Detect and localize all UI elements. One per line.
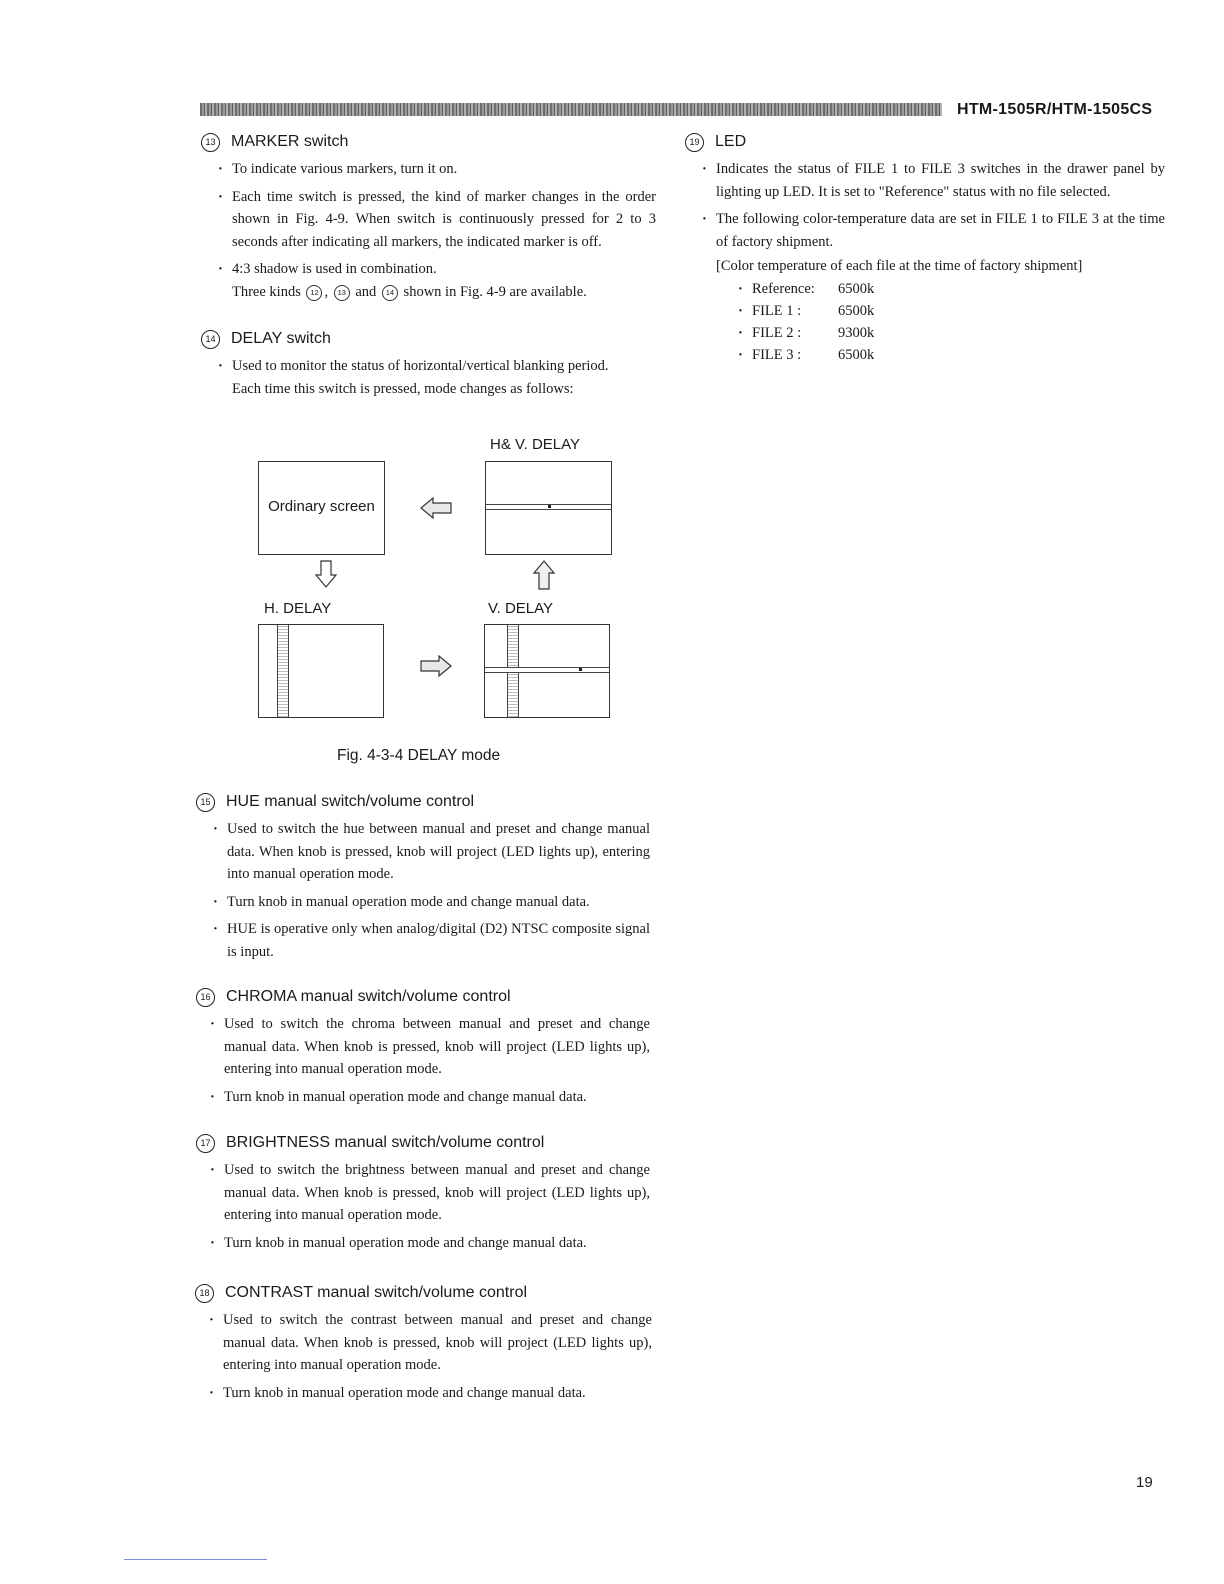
led-bullets [702, 158, 1165, 253]
delay-bullets [218, 355, 656, 400]
h-delay-box [258, 624, 384, 718]
file-name: FILE 2 : [752, 325, 802, 342]
section-delay [201, 330, 656, 405]
bottom-rule [124, 1559, 267, 1560]
hue-bullets [213, 818, 650, 963]
color-temperature-value: 9300k [838, 325, 875, 342]
color-temperature-value: 6500k [838, 280, 875, 297]
list-item-text: shown in Fig. 4-9 are available. [403, 283, 587, 300]
hv-delay-box [485, 461, 612, 555]
list-item: · 4:3 shadow is used in combination. Three kinds 12 , 13 and 14 shown in Fig. 4-9 are available. [218, 258, 656, 303]
v-delay-box [484, 624, 610, 718]
ref-number: 14 [382, 285, 398, 301]
ordinary-screen-box [258, 461, 385, 555]
figure-caption: Fig. 4-3-4 DELAY mode [337, 747, 501, 764]
item-number: 15 [196, 793, 215, 812]
color-temp-table-title: [Color temperature of each file at the time of factory shipment] [716, 258, 1083, 274]
model-title: HTM-1505R/HTM-1505CS [957, 101, 1153, 118]
list-item-text: 4:3 shadow is used in combination. [232, 261, 437, 277]
section-title-text: BRIGHTNESS manual switch/volume control [226, 1134, 545, 1151]
ref-number: 13 [334, 285, 350, 301]
section-marker [201, 133, 656, 308]
section-title [196, 793, 656, 812]
color-temp-table [738, 278, 874, 367]
vertical-blanking-band [507, 625, 519, 717]
item-number: 19 [685, 133, 704, 152]
item-number: 13 [201, 133, 220, 152]
arrow-left-icon [419, 496, 453, 520]
list-item: · Indicates the status of FILE 1 to FILE 3 switches in the drawer panel by lighting up LED. It is set to "Reference" status with no file selected. [702, 158, 1165, 203]
table-row [738, 322, 874, 344]
page-number: 19 [1136, 1474, 1153, 1491]
blanking-marker [579, 668, 582, 671]
list-item: · Turn knob in manual operation mode and change manual data. [210, 1086, 650, 1109]
table-row [738, 344, 874, 366]
list-item: · Used to switch the brightness between manual and preset and change manual data. When knob is pressed, knob will project (LED lights up), entering into manual operation mode. [210, 1159, 650, 1227]
table-row [738, 300, 874, 322]
bullet-dot: · [738, 325, 743, 342]
list-item [218, 355, 656, 400]
list-item: · Turn knob in manual operation mode and change manual data. [209, 1382, 652, 1405]
section-title-text: CONTRAST manual switch/volume control [225, 1284, 528, 1301]
item-number: 18 [195, 1284, 214, 1303]
list-item: · The following color-temperature data are set in FILE 1 to FILE 3 at the time of factory shipment. [702, 208, 1165, 253]
section-title-text: MARKER switch [231, 133, 349, 150]
section-contrast [195, 1284, 657, 1409]
horizontal-blanking-band [485, 667, 609, 673]
section-title [195, 1284, 657, 1303]
marker-bullets [218, 158, 656, 303]
item-number: 17 [196, 1134, 215, 1153]
bullet-dot: · [738, 302, 743, 319]
contrast-bullets [209, 1309, 652, 1404]
bullet-dot: · [738, 347, 743, 364]
section-title [201, 133, 656, 152]
arrow-up-icon [532, 559, 556, 591]
section-led [685, 133, 1165, 367]
ordinary-screen-label: Ordinary screen [268, 498, 375, 515]
blanking-marker [548, 505, 551, 508]
vertical-blanking-band [277, 625, 289, 717]
list-item: · Turn knob in manual operation mode and change manual data. [213, 891, 650, 914]
section-title [196, 1134, 656, 1153]
list-item: · Used to switch the hue between manual and preset and change manual data. When knob is pressed, knob will project (LED lights up), entering into manual operation mode. [213, 818, 650, 886]
brightness-bullets [210, 1159, 650, 1254]
section-title-text: HUE manual switch/volume control [226, 793, 475, 810]
v-delay-label: V. DELAY [488, 600, 554, 617]
file-name: Reference: [752, 280, 815, 297]
section-title [201, 330, 656, 349]
list-item-text: Each time this switch is pressed, mode changes as follows: [232, 380, 574, 397]
color-temperature-value: 6500k [838, 302, 875, 319]
arrow-right-icon [419, 654, 453, 678]
list-item-text: Used to monitor the status of horizontal/vertical blanking period. [232, 358, 609, 374]
section-chroma [196, 988, 656, 1113]
list-item: · Used to switch the chroma between manual and preset and change manual data. When knob is pressed, knob will project (LED lights up), entering into manual operation mode. [210, 1013, 650, 1081]
header-decorative-bar [200, 103, 942, 116]
table-row [738, 278, 874, 300]
file-name: FILE 1 : [752, 302, 802, 319]
list-item-text: Three kinds [232, 283, 301, 300]
arrow-down-icon [314, 559, 338, 589]
list-item: · Turn knob in manual operation mode and change manual data. [210, 1232, 650, 1255]
list-item-text: and [355, 283, 377, 300]
file-name: FILE 3 : [752, 347, 802, 364]
list-item: · Used to switch the contrast between manual and preset and change manual data. When knob is pressed, knob will project (LED lights up), entering into manual operation mode. [209, 1309, 652, 1377]
item-number: 16 [196, 988, 215, 1007]
section-title-text: CHROMA manual switch/volume control [226, 988, 511, 1005]
list-item: · Each time switch is pressed, the kind of marker changes in the order shown in Fig. 4-9. When switch is continuously pressed for 2 to 3 seconds after indicating all markers, the indicated marker is off. [218, 186, 656, 254]
list-item: · To indicate various markers, turn it on. [218, 158, 656, 181]
ref-number: 12 [306, 285, 322, 301]
section-hue [196, 793, 656, 968]
color-temperature-value: 6500k [838, 347, 875, 364]
h-delay-label: H. DELAY [264, 600, 332, 617]
list-item: · HUE is operative only when analog/digital (D2) NTSC composite signal is input. [213, 918, 650, 963]
bullet-dot: · [738, 280, 743, 297]
section-title [196, 988, 656, 1007]
item-number: 14 [201, 330, 220, 349]
section-brightness [196, 1134, 656, 1259]
horizontal-blanking-band [486, 504, 611, 510]
section-title [685, 133, 1165, 152]
section-title-text: DELAY switch [231, 330, 331, 347]
section-title-text: LED [715, 133, 747, 150]
chroma-bullets [210, 1013, 650, 1108]
hv-delay-label: H& V. DELAY [490, 436, 581, 453]
